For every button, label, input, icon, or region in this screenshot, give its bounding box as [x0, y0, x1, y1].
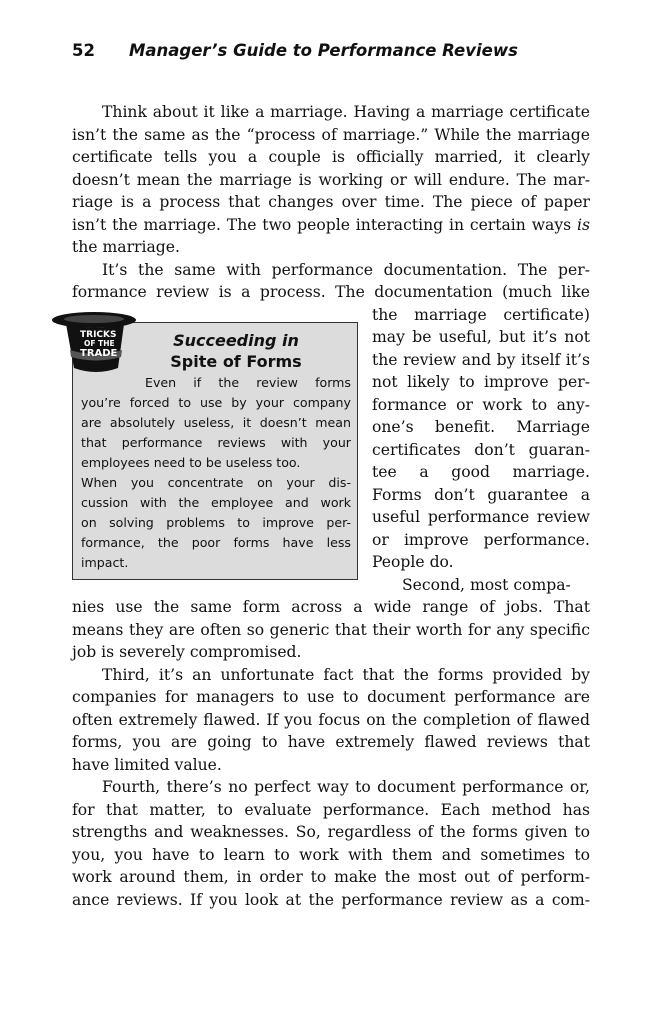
body-line: doesn’t mean the marriage is working or will endure. The mar-	[72, 171, 590, 189]
body-line: Think about it like a marriage. Having a marriage certificate	[102, 103, 590, 121]
body-line: the marriage certificate)	[372, 306, 590, 324]
body-line: you, you have to learn to work with them and sometimes to	[72, 846, 590, 864]
sidebar-line: employees need to be useless too.	[81, 455, 301, 470]
body-line: not likely to improve per-	[372, 373, 590, 391]
body-line: ance reviews. If you look at the performance review as a com-	[72, 891, 590, 909]
body-line: formance or work to any-	[372, 396, 590, 414]
body-line: one’s benefit. Marriage	[372, 418, 590, 436]
sidebar-line: Even if the review forms	[145, 375, 351, 390]
body-line: certificates don’t guaran-	[372, 441, 590, 459]
running-header	[72, 41, 518, 60]
page-number: 52	[72, 41, 95, 60]
body-line: forms, you are going to have extremely flawed reviews that	[72, 733, 590, 751]
body-line: riage is a process that changes over time. The piece of paper	[72, 193, 590, 211]
body-line: job is severely compromised.	[72, 643, 302, 661]
body-line: for that matter, to evaluate performance. Each method has	[72, 801, 590, 819]
badge-line: TRICKS	[80, 330, 117, 340]
body-line: Fourth, there’s no perfect way to document performance or,	[102, 778, 590, 796]
body-line: Third, it’s an unfortunate fact that the forms provided by	[102, 666, 590, 684]
sidebar-title-line1: Succeeding in	[173, 331, 299, 350]
running-title: Manager’s Guide to Performance Reviews	[129, 41, 518, 60]
sidebar-line: formance, the poor forms have less	[81, 535, 351, 550]
sidebar-line: are absolutely useless, it doesn’t mean	[81, 415, 351, 430]
body-line: means they are often so generic that their worth for any specific	[72, 621, 590, 639]
sidebar-line: impact.	[81, 555, 129, 570]
body-line: work around them, in order to make the most out of perform-	[72, 868, 590, 886]
tricks-hat-icon	[50, 310, 146, 374]
sidebar-line: on solving problems to improve per-	[81, 515, 351, 530]
sidebar-line: that performance reviews with your	[81, 435, 351, 450]
body-line: Forms don’t guarantee a	[372, 486, 590, 504]
sidebar-line: cussion with the employee and work	[81, 495, 351, 510]
body-line: or improve performance.	[372, 531, 590, 549]
body-line: It’s the same with performance documentation. The per-	[102, 261, 590, 279]
body-line: strengths and weaknesses. So, regardless of the forms given to	[72, 823, 590, 841]
body-line: companies for managers to use to document performance are	[72, 688, 590, 706]
body-line: tee a good marriage.	[372, 463, 590, 481]
body-line: formance review is a process. The documentation (much like	[72, 283, 590, 301]
body-line: the review and by itself it’s	[372, 351, 590, 369]
body-line: nies use the same form across a wide range of jobs. That	[72, 598, 590, 616]
body-line: Second, most compa-	[402, 576, 571, 594]
body-line: isn’t the marriage. The two people interacting in certain ways is	[72, 216, 590, 234]
badge-line: OF THE	[84, 339, 115, 348]
body-line: may be useful, but it’s not	[372, 328, 590, 346]
body-line: certificate tells you a couple is officially married, it clearly	[72, 148, 590, 166]
body-line: the marriage.	[72, 238, 180, 256]
body-line: useful performance review	[372, 508, 590, 526]
body-line: often extremely flawed. If you focus on the completion of flawed	[72, 711, 590, 729]
body-line: People do.	[372, 553, 454, 571]
sidebar-line: you’re forced to use by your company	[81, 395, 351, 410]
body-line: isn’t the same as the “process of marriage.” While the marriage	[72, 126, 590, 144]
sidebar-line: When you concentrate on your dis-	[81, 475, 351, 490]
badge-line: TRADE	[80, 348, 118, 359]
sidebar-title-line2: Spite of Forms	[170, 352, 302, 371]
body-line: have limited value.	[72, 756, 222, 774]
